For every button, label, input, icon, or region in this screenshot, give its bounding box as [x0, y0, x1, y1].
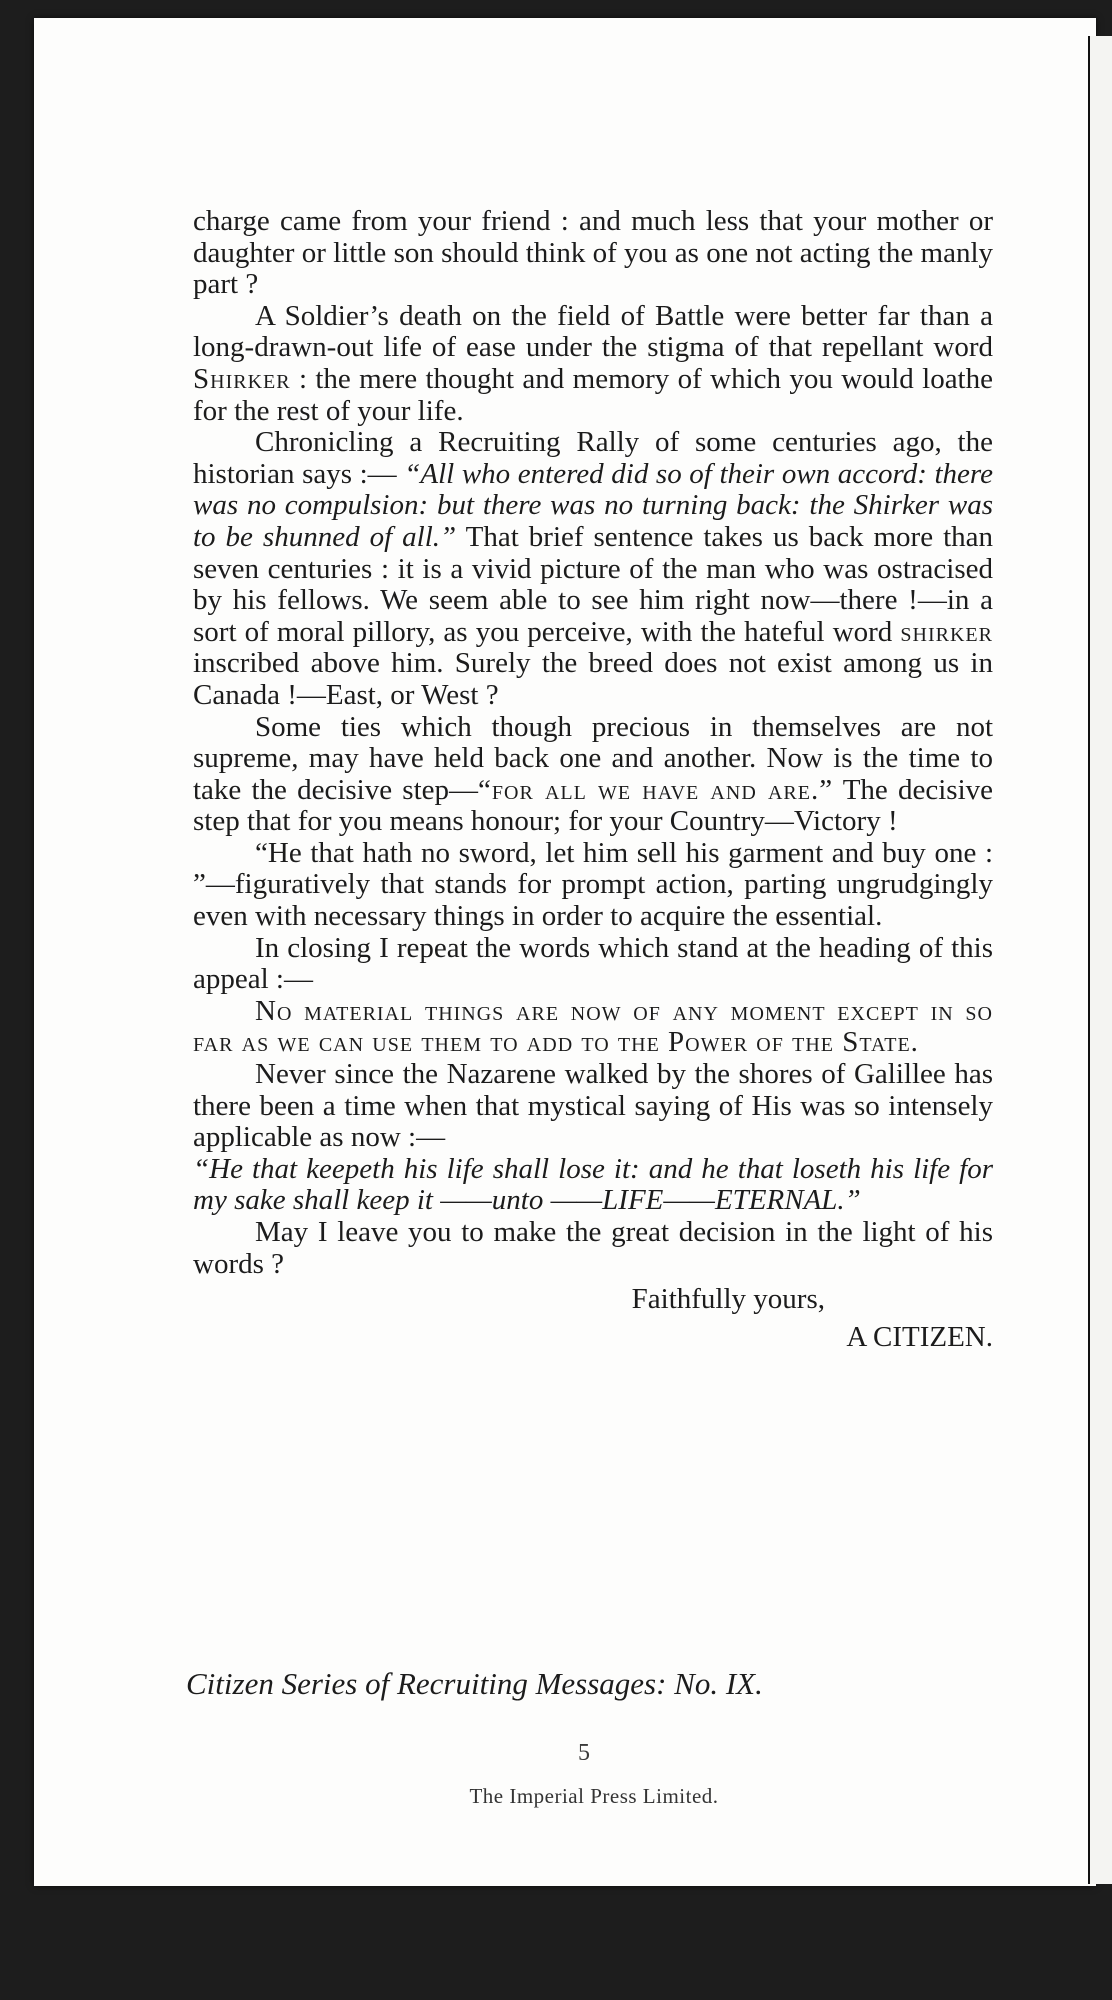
paragraph-10: May I leave you to make the great decision in the light of his words ?	[193, 1216, 993, 1280]
slogan: “for all we have and are.”	[478, 773, 834, 806]
paragraph-3	[193, 427, 993, 711]
paragraph-4-text-a: Some ties which though precious in themselves are not supreme, may have held back one and another. Now is the time to take the decisive step—	[193, 710, 993, 806]
paragraph-5: “He that hath no sword, let him sell his garment and buy one : ”—figuratively that stands for prompt action, parting ungrudgingly even with necessary things in order to acquire the essential.	[193, 836, 993, 933]
letter-body	[193, 206, 993, 1356]
paragraph-4	[193, 712, 993, 838]
shirker-word-2: shirker	[900, 615, 993, 648]
page	[34, 18, 1096, 1886]
paragraph-3-text-c: inscribed above him. Surely the breed does not exist among us in Canada !—East, or West ?	[193, 647, 993, 711]
page-number: 5	[578, 1740, 590, 1766]
paragraph-3-text-a: Chronicling a Recruiting Rally of some centuries ago, the historian says :—	[193, 426, 993, 490]
shirker-word: Shirker	[193, 362, 291, 395]
heading-quote: No material things are now of any moment except in so far as we can use them to add to the Power of the State.	[193, 994, 993, 1059]
historian-quote: “All who entered did so of their own accord: there was no compulsion: but there was no turning back: the Shirker was to be shunned of all.”	[193, 457, 993, 553]
scripture-quote	[193, 1154, 993, 1217]
printer-imprint: The Imperial Press Limited.	[469, 1784, 719, 1808]
paragraph-2-text-b: : the mere thought and memory of which you would loathe for the rest of your life.	[193, 362, 993, 427]
paragraph-4-text-b: The decisive step that for you means honour; for your Country—Victory !	[193, 773, 993, 838]
paragraph-2	[193, 301, 993, 427]
paragraph-3-text-b: That brief sentence takes us back more than seven centuries : it is a vivid picture of the man who was ostracised by his fellows. We seem able to see him right now—there !—in a sort of moral pillory, as you perceive, with the hateful word	[193, 520, 993, 648]
paragraph-8: Never since the Nazarene walked by the shores of Galillee has there been a time when that mystical saying of His was so intensely applicable as now :—	[193, 1058, 993, 1154]
paragraph-6: In closing I repeat the words which stand at the heading of this appeal :—	[193, 931, 993, 996]
next-page-edge	[1088, 36, 1112, 1884]
signature: A CITIZEN.	[846, 1321, 993, 1354]
closing-salutation: Faithfully yours,	[631, 1283, 825, 1316]
closing-block	[193, 1280, 993, 1356]
scripture-quote-text: “He that keepeth his life shall lose it: and he that loseth his life for my sake shall keep it ——unto ——LIFE——ETERNAL.”	[193, 1152, 993, 1217]
series-title: Citizen Series of Recruiting Messages: No. IX.	[186, 1666, 763, 1701]
paragraph-1: charge came from your friend : and much less that your mother or daughter or little son should think of you as one not acting the manly part ?	[193, 205, 993, 301]
paragraph-2-text-a: A Soldier’s death on the field of Battle were better far than a long-drawn-out life of ease under the stigma of that repellant word	[193, 299, 993, 364]
